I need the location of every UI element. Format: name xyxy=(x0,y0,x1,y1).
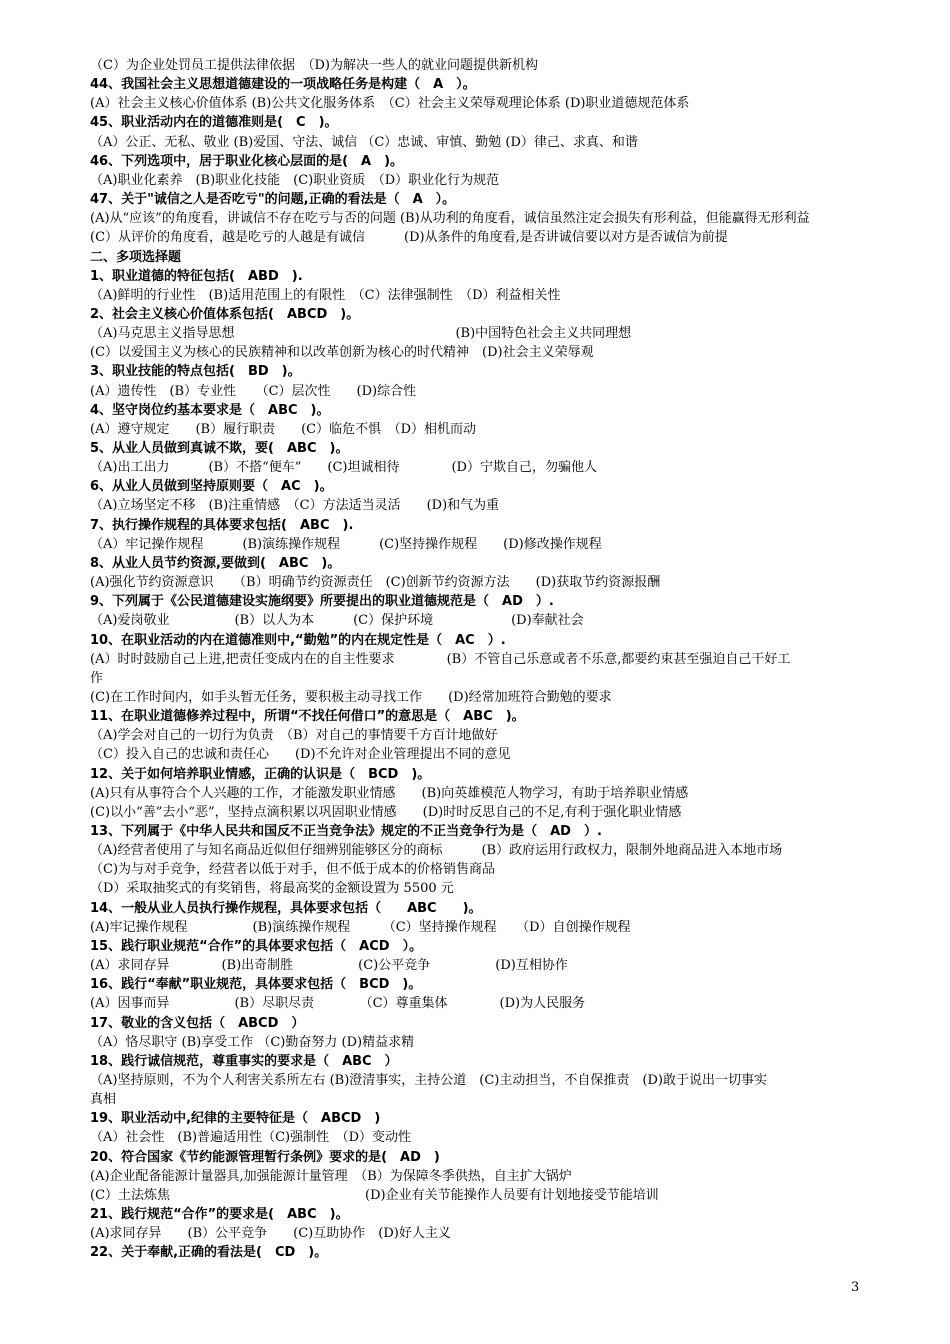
question-line: 4、坚守岗位约基本要求是（ ABC )。 xyxy=(90,402,330,418)
question-line: 12、关于如何培养职业情感，正确的认识是（ BCD )。 xyxy=(90,766,431,782)
question-line: 2、社会主义核心价值体系包括( ABCD )。 xyxy=(90,306,360,322)
question-line: 20、符合国家《节约能源管理暂行条例》要求的是( AD ) xyxy=(90,1149,440,1165)
option-line: (A)从“应该”的角度看，讲诚信不存在吃亏与否的问题 (B)从功利的角度看，诚信虽然注定会损失有形利益，但能赢得无形利益 xyxy=(90,211,810,227)
option-line: （A)职业化素养 (B)职业化技能 (C)职业资质 （D）职业化行为规范 xyxy=(90,172,500,188)
option-line: （A)马克思主义指导思想 (B)中国特色社会主义共同理想 xyxy=(90,326,632,342)
option-line: （A）公正、无私、敬业 (B)爱国、守法、诚信 （C）忠诚、审慎、勤勉 (D）律己、求真、和谐 xyxy=(90,134,638,150)
option-line: （C)为与对手竞争，经营者以低于对手，但不低于成本的价格销售商品 xyxy=(90,862,496,878)
option-line: (A）时时鼓励自己上进,把责任变成内在的自主性要求 (B）不管自己乐意或者不乐意,都要约束甚至强迫自己干好工 xyxy=(90,651,791,667)
option-line: 作 xyxy=(90,670,104,686)
option-line: （A)经营者使用了与知名商品近似但仔细辨别能够区分的商标 (B）政府运用行政权力，限制外地商品进入本地市场 xyxy=(90,843,783,859)
option-line: (A)强化节约资源意识 （B）明确节约资源责任 (C)创新节约资源方法 (D)获取节约资源报酬 xyxy=(90,575,661,591)
option-line: (C）从评价的角度看，越是吃亏的人越是有诚信 (D)从条件的角度看,是否讲诚信要以对方是否诚信为前提 xyxy=(90,230,728,246)
question-line: 8、从业人员节约资源,要做到( ABC )。 xyxy=(90,555,341,571)
option-line: （A)鲜明的行业性 (B)适用范围上的有限性 （C）法律强制性 （D）利益相关性 xyxy=(90,287,561,303)
question-line: 18、践行诚信规范，尊重事实的要求是（ ABC ） xyxy=(90,1053,398,1069)
option-line: （D）采取抽奖式的有奖销售，将最高奖的金额设置为 5500 元 xyxy=(90,881,454,897)
question-line: 6、从业人员做到坚持原则要（ AC )。 xyxy=(90,479,333,495)
option-line: (C)在工作时间内，如手头暂无任务，要积极主动寻找工作 (D)经常加班符合勤勉的要求 xyxy=(90,689,612,705)
option-line: (C）土法炼焦 (D)企业有关节能操作人员要有计划地接受节能培训 xyxy=(90,1187,659,1203)
option-line: （A)立场坚定不移 (B)注重情感 （C）方法适当灵活 (D)和气为重 xyxy=(90,498,500,514)
question-line: 9、下列属于《公民道德建设实施纲要》所要提出的职业道德规范是（ AD ）. xyxy=(90,594,554,610)
option-line: (A）遗传性 (B）专业性 （C）层次性 (D)综合性 xyxy=(90,383,417,399)
option-line: (A)企业配备能源计量器具,加强能源计量管理 （B）为保障冬季供热，自主扩大锅炉 xyxy=(90,1168,572,1184)
question-line: 44、我国社会主义思想道德建设的一项战略任务是构建（ A ）。 xyxy=(90,77,476,93)
question-line: 5、从业人员做到真诚不欺，要( ABC )。 xyxy=(90,441,349,456)
question-line: 19、职业活动中,纪律的主要特征是（ ABCD ) xyxy=(90,1111,381,1127)
question-line: 17、敬业的含义包括（ ABCD ） xyxy=(90,1015,305,1031)
question-line: 46、下列选项中，居于职业化核心层面的是( A )。 xyxy=(90,153,404,169)
option-line: （C）投入自己的忠诚和责任心 (D)不允许对企业管理提出不同的意见 xyxy=(90,747,511,763)
option-line: （A)出工出力 (B）不搭“便车” (C)坦诚相待 (D）宁欺自己，勿骗他人 xyxy=(90,460,597,476)
option-line: （A）恪尽职守 (B)享受工作 （C)勤奋努力 (D)精益求精 xyxy=(90,1034,415,1050)
question-line: 47、关于"诚信之人是否吃亏"的问题,正确的看法是（ A ）。 xyxy=(90,192,456,208)
option-line: (A)求同存异 (B）公平竞争 (C)互助协作 (D)好人主义 xyxy=(90,1226,451,1242)
option-line: （A)学会对自己的一切行为负责 （B）对自己的事情要千方百计地做好 xyxy=(90,728,498,744)
question-line: 7、执行操作规程的具体要求包括( ABC ). xyxy=(90,517,354,533)
page-number: 3 xyxy=(851,1280,860,1295)
question-line: 3、职业技能的特点包括( BD )。 xyxy=(90,364,301,380)
option-line: (A）社会主义核心价值体系 (B)公共文化服务体系 （C）社会主义荣辱观理论体系 (D)职业道德规范体系 xyxy=(90,96,690,112)
option-line: (A）遵守规定 (B）履行职责 (C）临危不惧 （D）相机而动 xyxy=(90,421,477,437)
question-line: 22、关于奉献,正确的看法是( CD )。 xyxy=(90,1245,328,1261)
option-line: (A)牢记操作规程 (B)演练操作规程 （C）坚持操作规程 （D）自创操作规程 xyxy=(90,919,631,935)
question-line: 11、在职业道德修养过程中，所谓“不找任何借口”的意思是（ ABC )。 xyxy=(90,709,525,725)
section-heading: 二、多项选择题 xyxy=(90,249,182,265)
option-line: 真相 xyxy=(90,1092,117,1108)
option-line: (A）因事而异 (B）尽职尽责 （C）尊重集体 (D)为人民服务 xyxy=(90,996,586,1012)
option-line: (A)只有从事符合个人兴趣的工作，才能激发职业情感 (B)向英雄模范人物学习，有助于培养职业情感 xyxy=(90,785,689,801)
question-line: 15、践行职业规范“合作”的具体要求包括（ ACD ）。 xyxy=(90,938,423,954)
question-line: 21、践行规范“合作”的要求是( ABC )。 xyxy=(90,1207,349,1222)
option-line: （C）为企业处罚员工提供法律依据 （D)为解决一些人的就业问题提供新机构 xyxy=(90,58,538,73)
question-line: 45、职业活动内在的道德准则是( C )。 xyxy=(90,115,338,131)
option-line: （A)坚持原则，不为个人利害关系所左右 (B)澄清事实，主持公道 (C)主动担当，不自保推责 (D)敢于说出一切事实 xyxy=(90,1072,767,1088)
question-line: 14、一般从业人员执行操作规程，具体要求包括（ ABC )。 xyxy=(90,900,482,916)
option-line: （A)爱岗敬业 (B）以人为本 (C）保护环境 (D)奉献社会 xyxy=(90,613,584,629)
option-line: (C）以爱国主义为核心的民族精神和以改革创新为核心的时代精神 (D)社会主义荣辱观 xyxy=(90,345,594,361)
option-line: (C)以小“善”去小“恶”，坚持点滴积累以巩固职业情感 (D)时时反思自己的不足,有利于强化职业情感 xyxy=(90,804,682,820)
option-line: （A）社会性 (B)普遍适用性（C)强制性 （D）变动性 xyxy=(90,1130,412,1146)
question-line: 16、践行“奉献”职业规范，具体要求包括（ BCD )。 xyxy=(90,977,422,993)
question-line: 13、下列属于《中华人民共和国反不正当竞争法》规定的不正当竞争行为是（ AD ）. xyxy=(90,824,602,839)
option-line: （A）牢记操作规程 (B)演练操作规程 (C)坚持操作规程 (D)修改操作规程 xyxy=(90,536,602,552)
question-line: 10、在职业活动的内在道德准则中,“勤勉”的内在规定性是（ AC ）. xyxy=(90,632,506,648)
question-line: 1、职业道德的特征包括( ABD ). xyxy=(90,268,303,284)
option-line: (A）求同存异 (B)出奇制胜 (C)公平竞争 (D)互相协作 xyxy=(90,958,568,974)
